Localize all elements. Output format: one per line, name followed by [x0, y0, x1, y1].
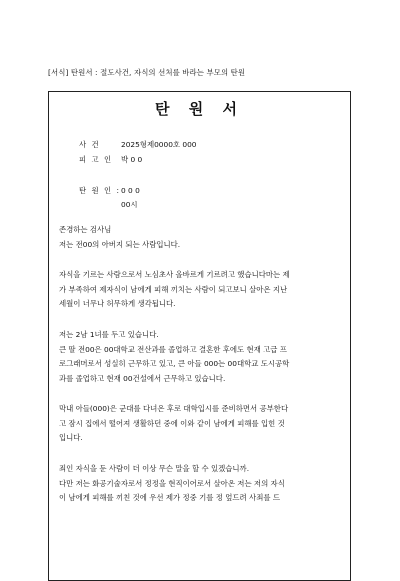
form-caption: [서식] 탄원서 : 절도사건, 자식의 선처를 바라는 부모의 탄원: [48, 68, 246, 77]
defendant-label: 피 고 인: [79, 155, 113, 164]
text-line: 저는 2남 1녀를 두고 있습니다.: [59, 330, 159, 339]
text-line: 고 잠시 집에서 떨어져 생활하던 중에 이와 같이 남에게 피해를 입힌 것: [59, 418, 285, 428]
paragraph-apology: [59, 462, 343, 506]
document-title: 탄 원 서: [155, 100, 244, 118]
text-line: 과를 졸업하고 현재 00건설에서 근무하고 있습니다.: [59, 373, 226, 383]
case-value: 2025형제0000호 000: [121, 140, 197, 149]
petitioner-value: 0 0 0: [121, 186, 140, 195]
defendant-field: [79, 154, 142, 165]
text-line: 가 부족하여 제자식이 남에게 피해 끼치는 사람이 되고보니 살아온 지난: [59, 284, 288, 294]
text-line: 자식을 기르는 사람으로서 노심초사 올바르게 기르려고 했습니다마는 제: [59, 270, 290, 279]
text-line: 이 남에게 피해를 끼친 것에 우선 제가 정중 기를 정 엎드려 사죄를 드: [59, 493, 280, 502]
case-field: [79, 139, 197, 150]
paragraph-upbringing: [59, 268, 343, 312]
paragraph-greeting: [59, 223, 343, 252]
text-line: 죄인 자식을 둔 사람이 더 이상 무슨 말을 할 수 있겠습니까.: [59, 464, 250, 473]
text-line: 로그래머로서 성실히 근무하고 있고, 큰 아들 000는 00대학교 도시공학: [59, 359, 290, 368]
text-line: 다만 저는 화공기술자로서 정정을 현직이어로서 살아온 저는 저의 자식: [59, 478, 285, 488]
petitioner-address: 00시: [121, 200, 138, 209]
case-label: 사 건: [79, 140, 101, 149]
text-line: 존경하는 검사님: [59, 225, 112, 234]
petition-document: [48, 91, 351, 581]
text-line: 저는 전00의 아버지 되는 사람입니다.: [59, 239, 181, 249]
text-line: 큰 딸 전00은 00대학교 전산과를 졸업하고 결혼한 후에도 현재 고급 프: [59, 344, 287, 354]
paragraph-youngest-son: [59, 402, 343, 446]
petitioner-field: [79, 185, 140, 196]
defendant-value: 박 0 0: [121, 155, 143, 164]
petitioner-label: 탄 원 인 :: [79, 186, 121, 195]
paragraph-family: [59, 328, 343, 386]
text-line: 입니다.: [59, 433, 83, 442]
text-line: 막내 아들(000)은 군대를 다녀온 후로 대학입시를 준비하면서 공부한다: [59, 404, 289, 413]
text-line: 세월이 너무나 허무하게 생각됩니다.: [59, 299, 176, 308]
